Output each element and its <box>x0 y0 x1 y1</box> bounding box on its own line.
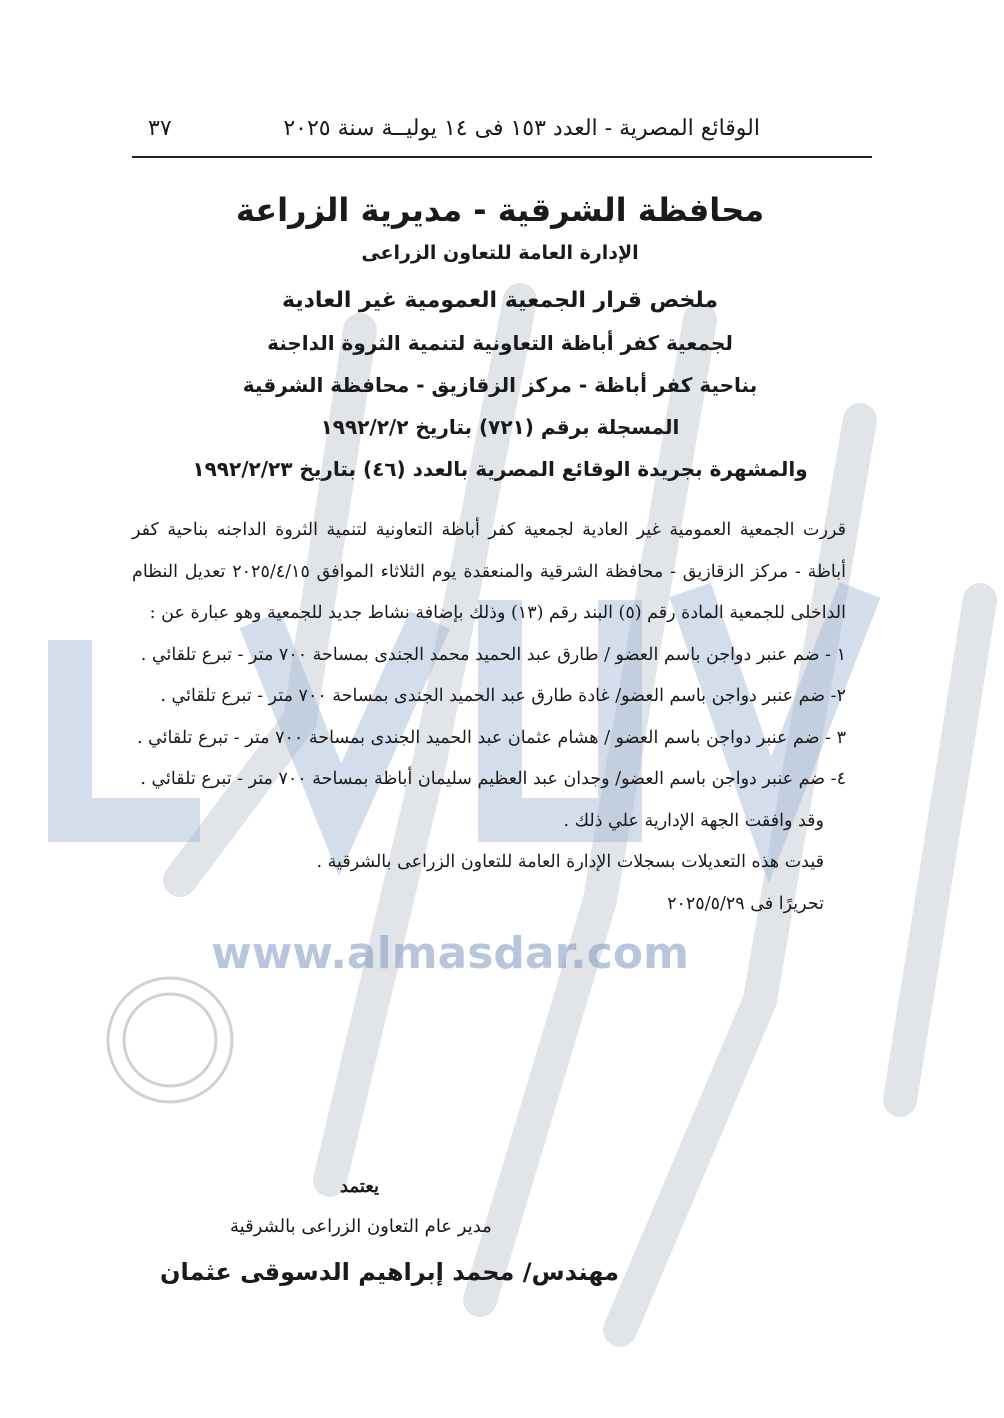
list-item: ١ - ضم عنبر دواجن باسم العضو / طارق عبد الحميد محمد الجندى بمساحة ٧٠٠ متر - تبرع تلقائي . <box>140 644 846 665</box>
list-item: ٤- ضم عنبر دواجن باسم العضو/ وجدان عبد العظيم سليمان أباظة بمساحة ٧٠٠ متر - تبرع تلقائي . <box>140 769 846 789</box>
publication-title: والمشهرة بجريدة الوقائع المصرية بالعدد (٤٦) بتاريخ ١٩٩٢/٢/٢٣ <box>192 457 808 481</box>
list-item: ٢- ضم عنبر دواجن باسم العضو/ غادة طارق عبد الحميد الجندى بمساحة ٧٠٠ متر - تبرع تلقائي . <box>160 686 846 706</box>
signatory-name: مهندس/ محمد إبراهيم الدسوقى عثمان <box>160 1258 619 1286</box>
approve-label: يعتمد <box>340 1176 379 1197</box>
title-block <box>110 184 890 490</box>
running-header <box>132 112 872 158</box>
intro-paragraph: قررت الجمعية العمومية غير العادية لجمعية كفر أباظة التعاونية لتنمية الثروة الداجنه بناحية كفر أباظة - مركز الزقازيق - محافظة الشرقية والمنعقدة يوم الثلاثاء الموافق ٢٠٢٥/٤/١٥ تعديل النظام الداخلى للجمعية المادة رقم (٥) البند رقم (١٣) وذلك بإضافة نشاط جديد للجمعية وهو عبارة عن : <box>132 520 846 623</box>
registration-title: المسجلة برقم (٧٢١) بتاريخ ١٩٩٢/٢/٢ <box>320 415 680 439</box>
decision-body <box>132 510 872 925</box>
signatory-title: مدير عام التعاون الزراعى بالشرقية <box>230 1216 492 1237</box>
issue-line: الوقائع المصرية - العدد ١٥٣ فى ١٤ يوليــة سنة ٢٠٢٥ <box>283 116 760 141</box>
main-title: محافظة الشرقية - مديرية الزراعة <box>235 191 765 229</box>
watermark-url: www.almasdar.com <box>211 928 689 979</box>
approval-line: وقد وافقت الجهة الإدارية علي ذلك . <box>563 810 824 831</box>
recorded-line: قيدت هذه التعديلات بسجلات الإدارة العامة للتعاون الزراعى بالشرقية . <box>316 852 824 872</box>
page-number: ٣٧ <box>148 116 172 141</box>
date-line: تحريرًا فى ٢٠٢٥/٥/٢٩ <box>667 893 824 914</box>
list-item: ٣ - ضم عنبر دواجن باسم العضو / هشام عثمان عبد الحميد الجندى بمساحة ٧٠٠ متر - تبرع تلقائي . <box>136 727 846 748</box>
location-title: بناحية كفر أباظة - مركز الزقازيق - محافظة الشرقية <box>242 373 758 397</box>
summary-title: ملخص قرار الجمعية العمومية غير العادية <box>282 288 718 313</box>
department-title: الإدارة العامة للتعاون الزراعى <box>361 242 639 264</box>
society-title: لجمعية كفر أباظة التعاونية لتنمية الثروة الداجنة <box>267 331 733 355</box>
